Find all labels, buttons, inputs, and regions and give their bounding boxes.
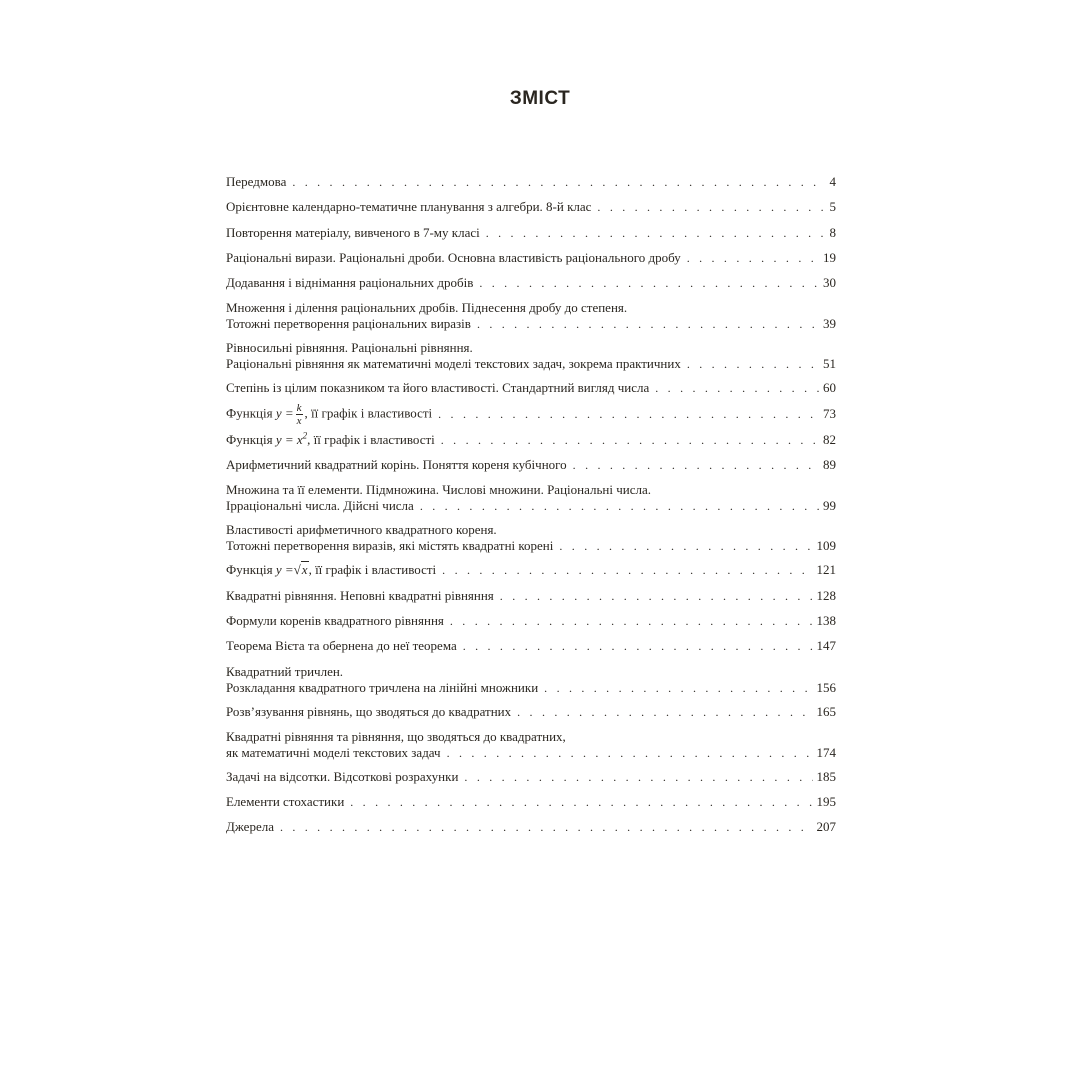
- dot-leader: [687, 356, 819, 372]
- toc-entry[interactable]: [226, 457, 836, 473]
- page-number: 147: [816, 638, 836, 654]
- entry-title: [226, 562, 436, 578]
- entry-title: Арифметичний квадратний корінь. Поняття кореня кубічного: [226, 457, 567, 473]
- entry-suffix: , її графік і властивості: [304, 405, 433, 421]
- formula-lhs: y =: [275, 405, 294, 421]
- entry-suffix: , її графік і властивості: [307, 431, 435, 447]
- toc-entry[interactable]: [226, 275, 836, 291]
- dot-leader: [350, 794, 812, 810]
- dot-leader: [477, 316, 819, 332]
- toc-entry[interactable]: [226, 664, 836, 696]
- entry-title: Повторення матеріалу, вивченого в 7-му класі: [226, 224, 480, 240]
- entry-title: як математичні моделі текстових задач: [226, 744, 441, 760]
- radical-sign-icon: √: [293, 562, 301, 578]
- toc-entry[interactable]: [226, 174, 836, 190]
- page-number: 99: [823, 498, 836, 514]
- dot-leader: [517, 704, 812, 720]
- dot-leader: [420, 498, 819, 514]
- page-number: 174: [816, 744, 836, 760]
- toc-entry[interactable]: [226, 769, 836, 785]
- entry-title: Тотожні перетворення раціональних виразів: [226, 316, 471, 332]
- toc-entry[interactable]: [226, 300, 836, 332]
- dot-leader: [450, 613, 813, 629]
- entry-prefix: Функція: [226, 431, 273, 447]
- fraction-formula: [296, 402, 303, 427]
- page-number: 207: [816, 819, 836, 835]
- dot-leader: [597, 199, 825, 215]
- entry-prefix: Функція: [226, 405, 273, 421]
- entry-title: Розкладання квадратного тричлена на лінійні множники: [226, 679, 539, 695]
- toc-entry[interactable]: [226, 729, 836, 761]
- toc-entry[interactable]: [226, 819, 836, 835]
- page-number: 8: [829, 224, 836, 240]
- page-number: 73: [823, 406, 836, 422]
- entry-title: [226, 432, 435, 448]
- dot-leader: [486, 225, 826, 241]
- entry-title-line: Множення і ділення раціональних дробів. Піднесення дробу до степеня.: [226, 300, 628, 316]
- page-number: 195: [816, 794, 836, 810]
- formula-radicand: x: [301, 562, 308, 578]
- page-number: 5: [829, 199, 836, 215]
- entry-title: Ірраціональні числа. Дійсні числа: [226, 498, 414, 514]
- dot-leader: [438, 406, 819, 422]
- page-number: 128: [816, 587, 836, 603]
- dot-leader: [464, 769, 812, 785]
- page-number: 165: [816, 703, 836, 719]
- page-number: 4: [829, 174, 836, 189]
- entry-title: Формули коренів квадратного рівняння: [226, 612, 444, 628]
- entry-prefix: Функція: [226, 562, 273, 578]
- toc-entry[interactable]: [226, 704, 836, 720]
- entry-title-line: Квадратний тричлен.: [226, 663, 344, 679]
- entry-title: Квадратні рівняння. Неповні квадратні рівняння: [226, 587, 494, 603]
- page-number: 51: [823, 356, 836, 372]
- toc-entry[interactable]: [226, 250, 836, 266]
- square-root-formula: [294, 562, 309, 578]
- entry-title: Додавання і віднімання раціональних дробів: [226, 275, 474, 291]
- page-number: 156: [816, 679, 836, 695]
- toc-entry[interactable]: [226, 562, 836, 578]
- dot-leader: [573, 457, 819, 473]
- dot-leader: [687, 250, 819, 266]
- toc-entry[interactable]: [226, 225, 836, 241]
- entry-title-line: Властивості арифметичного квадратного кореня.: [226, 522, 497, 538]
- fraction-denominator: x: [296, 414, 302, 427]
- page-number: 39: [823, 316, 836, 332]
- toc-entry[interactable]: [226, 402, 836, 427]
- dot-leader: [655, 380, 819, 396]
- entry-title: Розв’язування рівнянь, що зводяться до квадратних: [226, 703, 512, 719]
- toc-entry[interactable]: [226, 199, 836, 215]
- entry-title: Степінь із цілим показником та його властивості. Стандартний вигляд числа: [226, 380, 650, 396]
- page-title: ЗМІСТ: [509, 88, 571, 109]
- dot-leader: [292, 174, 825, 190]
- page-number: 185: [816, 768, 836, 784]
- table-of-contents: [226, 174, 836, 845]
- toc-entry[interactable]: [226, 522, 836, 554]
- dot-leader: [447, 745, 813, 761]
- formula-exponent: 2: [302, 430, 308, 441]
- dot-leader: [479, 275, 819, 291]
- page-number: 89: [823, 457, 836, 473]
- dot-leader: [463, 638, 813, 654]
- toc-entry[interactable]: [226, 638, 836, 654]
- entry-title: [226, 402, 432, 427]
- formula-lhs: y = x: [275, 431, 303, 447]
- entry-suffix: , її графік і властивості: [308, 562, 437, 578]
- entry-title: Елементи стохастики: [226, 794, 345, 810]
- dot-leader: [441, 432, 819, 448]
- entry-title-line: Рівносильні рівняння. Раціональні рівняння.: [226, 340, 473, 356]
- entry-title: Передмова: [226, 174, 287, 189]
- entry-title: Орієнтовне календарно-тематичне планування з алгебри. 8-й клас: [226, 199, 592, 215]
- entry-title: Раціональні рівняння як математичні моделі текстових задач, зокрема практичних: [226, 356, 681, 372]
- entry-title: Раціональні вирази. Раціональні дроби. Основна властивість раціонального дробу: [226, 249, 681, 265]
- entry-title: Задачі на відсотки. Відсоткові розрахунки: [226, 768, 459, 784]
- page-number: 138: [816, 612, 836, 628]
- page-number: 19: [823, 249, 836, 265]
- entry-title: Джерела: [226, 819, 274, 835]
- entry-title-line: Множина та її елементи. Підмножина. Числові множини. Раціональні числа.: [226, 482, 651, 498]
- toc-entry[interactable]: [226, 613, 836, 629]
- page-number: 82: [823, 431, 836, 447]
- page-number: 30: [823, 275, 836, 291]
- dot-leader: [500, 588, 813, 604]
- toc-entry[interactable]: [226, 340, 836, 372]
- formula-lhs: y =: [275, 562, 294, 578]
- dot-leader: [544, 680, 812, 696]
- dot-leader: [559, 538, 812, 554]
- entry-title: Теорема Вієта та обернена до неї теорема: [226, 638, 457, 654]
- toc-entry[interactable]: [226, 380, 836, 396]
- dot-leader: [442, 562, 812, 578]
- page-number: 109: [816, 538, 836, 554]
- dot-leader: [280, 819, 813, 835]
- toc-entry[interactable]: [226, 588, 836, 604]
- entry-title: Тотожні перетворення виразів, які містять квадратні корені: [226, 538, 554, 554]
- page-number: 121: [816, 562, 836, 578]
- entry-title-line: Квадратні рівняння та рівняння, що зводяться до квадратних,: [226, 728, 566, 744]
- toc-entry[interactable]: [226, 794, 836, 810]
- toc-entry[interactable]: [226, 482, 836, 514]
- toc-entry[interactable]: [226, 432, 836, 448]
- page-number: 60: [823, 380, 836, 396]
- fraction-numerator: k: [296, 401, 302, 414]
